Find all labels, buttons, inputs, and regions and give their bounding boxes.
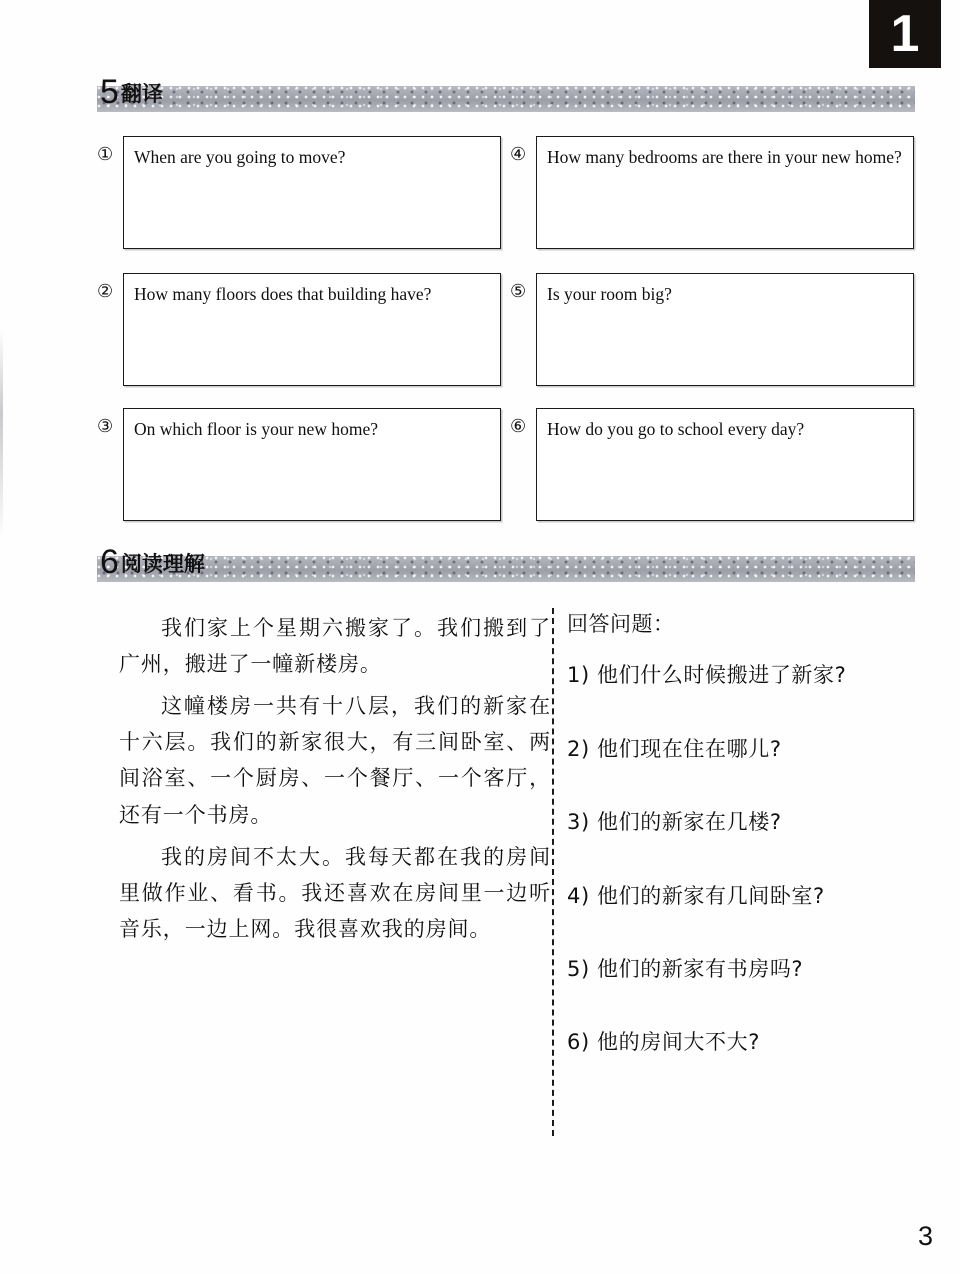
reading-exercise [97,600,927,1160]
passage-paragraph-2: 这幢楼房一共有十八层，我们的新家在十六层。我们的新家很大，有三间卧室、两间浴室、一个厨房、一个餐厅、一个客厅，还有一个书房。 [119,694,551,827]
question-3: 3) 他们的新家在几楼? [567,810,782,835]
question-2: 2) 他们现在住在哪儿? [567,736,782,761]
prompt-text-2: How many floors does that building have? [134,284,432,304]
translation-item-3 [97,408,501,521]
question-5: 5) 他们的新家有书房吗? [567,956,804,981]
reading-passage [119,610,551,953]
answer-box-4[interactable] [536,136,914,249]
prompt-text-6: How do you go to school every day? [547,419,805,439]
translation-item-2 [97,273,501,386]
passage-paragraph-3: 我的房间不太大。我每天都在我的房间里做作业、看书。我还喜欢在房间里一边听音乐，一边上网。我很喜欢我的房间。 [119,844,551,941]
translation-item-6 [510,408,914,521]
item-marker-1: ① [97,144,114,165]
prompt-text-5: Is your room big? [547,284,672,304]
answer-box-1[interactable] [123,136,501,249]
question-4: 4) 他们的新家有几间卧室? [567,883,825,908]
item-marker-4: ④ [510,144,527,165]
section-banner-translation [97,86,915,112]
item-marker-5: ⑤ [510,281,527,302]
answer-box-2[interactable] [123,273,501,386]
translation-exercise [97,136,917,532]
section-title: 翻译 [120,82,163,107]
page-number: 3 [917,1221,933,1251]
passage-paragraph-1: 我们家上个星期六搬家了。我们搬到了广州，搬进了一幢新楼房。 [119,616,551,677]
prompt-text-4: How many bedrooms are there in your new home? [547,147,902,167]
answer-box-3[interactable] [123,408,501,521]
section-number: 5 [100,73,119,111]
item-marker-2: ② [97,281,114,302]
section-heading-reading [100,543,205,581]
translation-item-1 [97,136,501,249]
question-1: 1) 他们什么时候搬进了新家? [567,663,847,688]
item-marker-3: ③ [97,416,114,437]
vertical-dashed-divider [552,608,554,1136]
section-heading-translation [100,73,163,111]
translation-item-4 [510,136,914,249]
section-title: 阅读理解 [120,552,205,577]
item-marker-6: ⑥ [510,416,527,437]
answer-box-6[interactable] [536,408,914,521]
question-6: 6) 他的房间大不大? [567,1030,760,1055]
section-number: 6 [100,543,119,581]
answer-box-5[interactable] [536,273,914,386]
reading-questions [567,610,927,1102]
translation-item-5 [510,273,914,386]
unit-number-tab: 1 [869,0,941,68]
prompt-text-1: When are you going to move? [134,147,346,167]
prompt-text-3: On which floor is your new home? [134,419,378,439]
questions-heading: 回答问题： [567,612,675,636]
section-banner-reading [97,556,915,582]
scan-artifact [0,330,3,540]
